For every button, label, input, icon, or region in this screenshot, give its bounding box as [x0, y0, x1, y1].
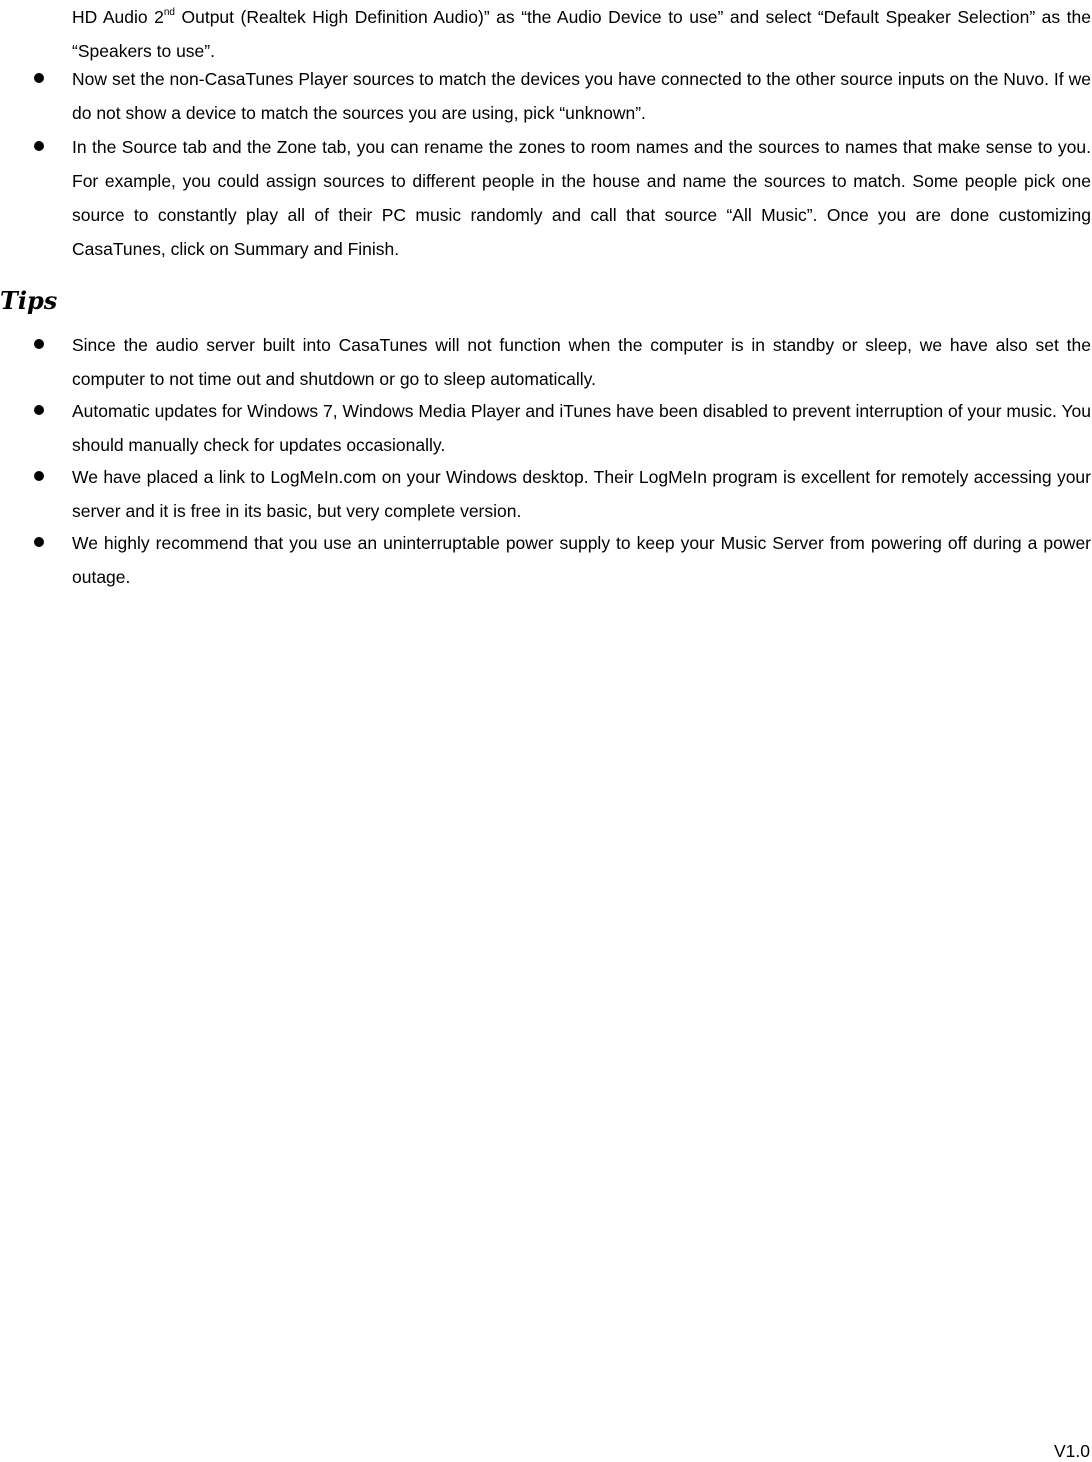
bullet-icon [34, 537, 44, 547]
bullet-icon [34, 141, 44, 151]
step-item: In the Source tab and the Zone tab, you can rename the zones to room names and the sources to names that make sense to you. For example, you could assign sources to different people in the house and name the sources to match. Some people pick one source to constantly play all of their PC music randomly and call that source “All Music”. Once you are done customizing CasaTunes, click on Summary and Finish. [72, 137, 1091, 259]
bullet-icon [34, 73, 44, 83]
version-label: V1.0 [1054, 1441, 1090, 1461]
continued-superscript: nd [163, 7, 175, 19]
continued-text-pre: HD Audio 2 [72, 7, 164, 27]
bullet-icon [34, 339, 44, 349]
tip-item: Automatic updates for Windows 7, Windows Media Player and iTunes have been disabled to prevent interruption of your music. You should manually check for updates occasionally. [72, 401, 1091, 455]
tip-item: We highly recommend that you use an uninterruptable power supply to keep your Music Server from powering off during a power outage. [72, 533, 1091, 587]
bullet-icon [34, 471, 44, 481]
tips-heading: Tips [0, 286, 58, 315]
step-item: Now set the non-CasaTunes Player sources to match the devices you have connected to the other source inputs on the Nuvo. If we do not show a device to match the sources you are using, pick “unknown”. [72, 69, 1091, 123]
tip-item: We have placed a link to LogMeIn.com on your Windows desktop. Their LogMeIn program is excellent for remotely accessing your server and it is free in its basic, but very complete version. [72, 467, 1091, 521]
continued-text-post: Output (Realtek High Definition Audio)” as “the Audio Device to use” and select “Default Speaker Selection” as the “Speakers to use”. [72, 7, 1091, 61]
bullet-icon [34, 405, 44, 415]
continued-paragraph [72, 0, 1091, 68]
tip-item: Since the audio server built into CasaTunes will not function when the computer is in standby or sleep, we have also set the computer to not time out and shutdown or go to sleep automatically. [72, 335, 1091, 389]
